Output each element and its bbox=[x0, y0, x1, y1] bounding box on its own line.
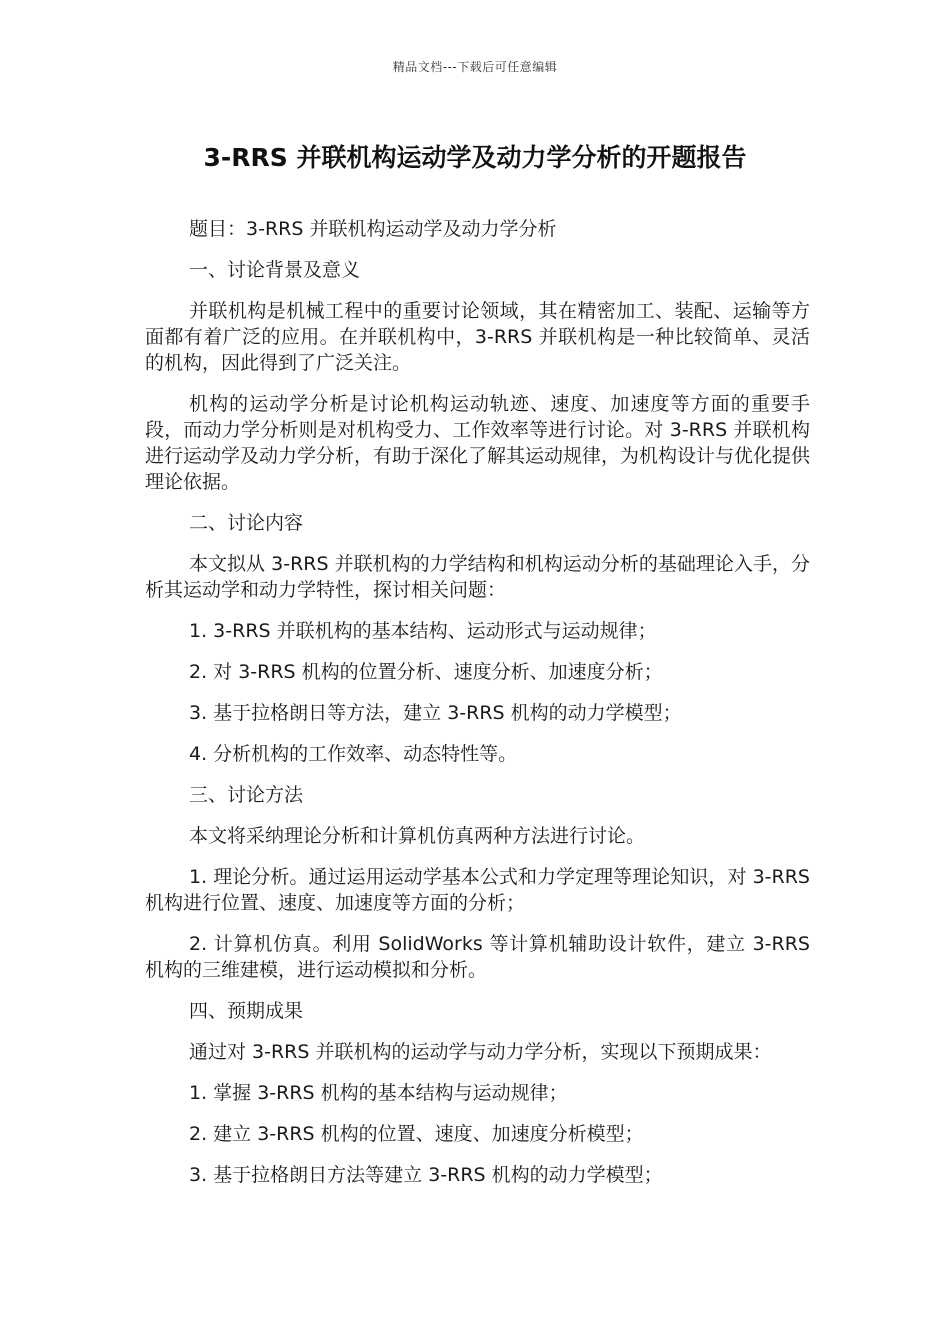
content-intro-paragraph: 本文拟从 3-RRS 并联机构的力学结构和机构运动分析的基础理论入手，分析其运动学和动力学特性，探讨相关问题： bbox=[145, 553, 810, 601]
results-intro-paragraph: 通过对 3-RRS 并联机构的运动学与动力学分析，实现以下预期成果： bbox=[189, 1041, 772, 1063]
background-paragraph-2: 机构的运动学分析是讨论机构运动轨迹、速度、加速度等方面的重要手段，而动力学分析则是对机构受力、工作效率等进行讨论。对 3-RRS 并联机构进行运动学及动力学分析，有助于深化了解其运动规律，为机构设计与优化提供理论依据。 bbox=[145, 393, 811, 493]
section-heading-results: 四、预期成果 bbox=[189, 1000, 304, 1022]
results-list-item: 1. 掌握 3-RRS 机构的基本结构与运动规律； bbox=[189, 1082, 568, 1104]
results-list-item: 3. 基于拉格朗日方法等建立 3-RRS 机构的动力学模型； bbox=[189, 1164, 663, 1186]
content-list-item: 1. 3-RRS 并联机构的基本结构、运动形式与运动规律； bbox=[189, 620, 657, 642]
content-list-item: 3. 基于拉格朗日等方法，建立 3-RRS 机构的动力学模型； bbox=[189, 702, 682, 724]
topic-line: 题目：3-RRS 并联机构运动学及动力学分析 bbox=[189, 218, 557, 240]
method-paragraph-theory: 1. 理论分析。通过运用运动学基本公式和力学定理等理论知识，对 3-RRS 机构进行位置、速度、加速度等方面的分析； bbox=[145, 866, 810, 914]
document-body bbox=[145, 216, 810, 1203]
content-list-item: 4. 分析机构的工作效率、动态特性等。 bbox=[189, 743, 518, 765]
content-list-item: 2. 对 3-RRS 机构的位置分析、速度分析、加速度分析； bbox=[189, 661, 663, 683]
results-list-item: 2. 建立 3-RRS 机构的位置、速度、加速度分析模型； bbox=[189, 1123, 644, 1145]
document-title: 3-RRS 并联机构运动学及动力学分析的开题报告 bbox=[203, 143, 747, 172]
method-paragraph-simulation: 2. 计算机仿真。利用 SolidWorks 等计算机辅助设计软件，建立 3-RRS 机构的三维建模，进行运动模拟和分析。 bbox=[145, 933, 810, 981]
header-watermark: 精品文档---下载后可任意编辑 bbox=[392, 60, 558, 74]
section-heading-background: 一、讨论背景及意义 bbox=[189, 259, 361, 281]
section-heading-method: 三、讨论方法 bbox=[189, 784, 304, 806]
method-intro-paragraph: 本文将采纳理论分析和计算机仿真两种方法进行讨论。 bbox=[189, 825, 646, 847]
background-paragraph-1: 并联机构是机械工程中的重要讨论领域，其在精密加工、装配、运输等方面都有着广泛的应用。在并联机构中，3-RRS 并联机构是一种比较简单、灵活的机构，因此得到了广泛关注。 bbox=[145, 300, 810, 374]
section-heading-content: 二、讨论内容 bbox=[189, 512, 304, 534]
